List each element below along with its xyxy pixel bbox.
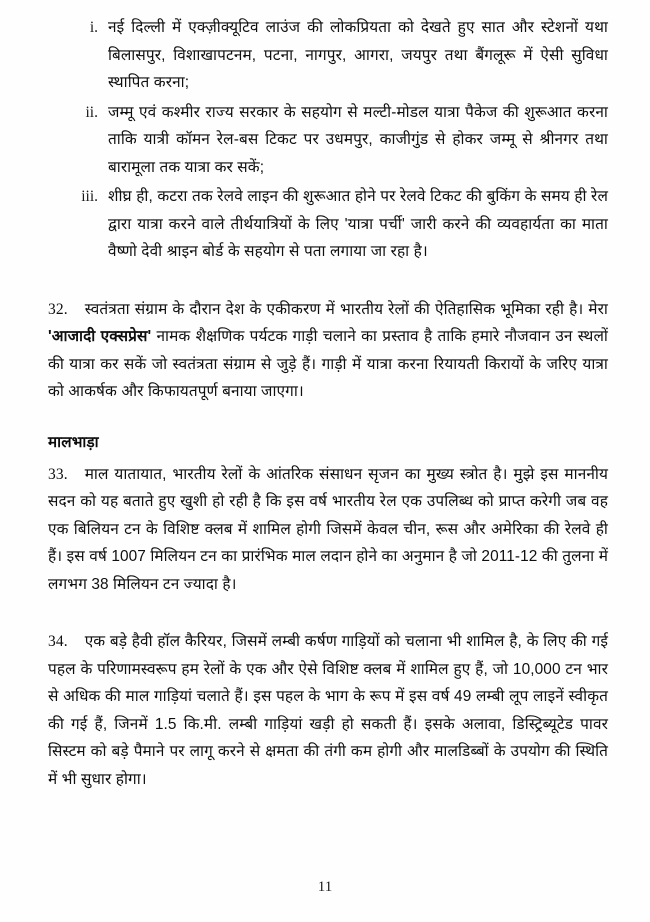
azadi-express-bold-term: 'आजादी एक्सप्रेस' bbox=[48, 328, 152, 345]
paragraph-33 bbox=[48, 461, 608, 599]
list-item bbox=[48, 14, 608, 97]
page-number: 11 bbox=[317, 879, 333, 895]
list-item-marker: i. bbox=[89, 19, 98, 36]
paragraph-number: 32. bbox=[48, 300, 68, 318]
list-item bbox=[48, 183, 608, 266]
section-heading-freight: मालभाड़ा bbox=[48, 433, 99, 451]
paragraph-number: 33. bbox=[48, 465, 68, 483]
list-item-text: जम्मू एवं कश्मीर राज्य सरकार के सहयोग से मल्टी-मोडल यात्रा पैकेज की शुरूआत करना ताकि यात्री कॉमन रेल-बस टिकट पर उधमपुर, काजीगुंड से होकर जम्मू से श्रीनगर तथा बारामूला तक यात्रा कर सकें; bbox=[108, 103, 608, 176]
paragraph-32 bbox=[48, 296, 608, 406]
list-item-marker: ii. bbox=[85, 103, 98, 121]
paragraph-32-text-after-bold: नामक शैक्षणिक पर्यटक गाड़ी चलाने का प्रस्ताव है ताकि हमारे नौजवान उन स्थलों की यात्रा कर सकें जो स्वतंत्रता संग्राम से जुड़े हैं। गाड़ी में यात्रा करना रियायती किरायों के जरिए यात्रा को आकर्षक और किफायतपूर्ण बनाया जाएगा। bbox=[48, 328, 608, 400]
list-item-text: नई दिल्ली में एक्ज़ीक्यूटिव लाउंज की लोकप्रियता को देखते हुए सात और स्टेशनों यथा बिलासपुर, विशाखापटनम, पटना, नागपुर, आगरा, जयपुर तथा बैंगलूरू में ऐसी सुविधा स्थापित करना; bbox=[108, 19, 608, 91]
list-item bbox=[48, 99, 608, 182]
paragraph-34-text: एक बड़े हैवी हॉल कैरियर, जिसमें लम्बी कर्षण गाड़ियों को चलाना भी शामिल है, के लिए की गई पहल के परिणामस्वरूप हम रेलों के एक और ऐसे विशिष्ट क्लब में शामिल हुए हैं, जो 10,000 टन भार से अधिक की माल गाड़ियां चलाते हैं। इस पहल के भाग के रूप में इस वर्ष 49 लम्बी लूप लाइनें स्वीकृत की गई हैं, जिनमें 1.5 कि.मी. लम्बी गाड़ियां खड़ी हो सकती हैं। इसके अलावा, डिस्ट्रिब्यूटेड पावर सिस्टम को बड़े पैमाने पर लागू करने से क्षमता की तंगी कम होगी और मालडिब्बों के उपयोग की स्थिति में भी सुधार होगा। bbox=[48, 633, 608, 788]
paragraph-number: 34. bbox=[48, 633, 68, 650]
paragraph-33-text: माल यातायात, भारतीय रेलों के आंतरिक संसाधन सृजन का मुख्य स्त्रोत है। मुझे इस माननीय सदन को यह बताते हुए खुशी हो रही है कि इस वर्ष भारतीय रेल एक उपलिब्ध को प्राप्त करेगी जब वह एक बिलियन टन के विशिष्ट क्लब में शामिल होगी जिसमें केवल चीन, रूस और अमेरिका की रेलवे ही हैं। इस वर्ष 1007 मिलियन टन का प्रारंभिक माल लदान होने का अनुमान है जो 2011-12 की तुलना में लगभग 38 मिलियन टन ज्यादा है। bbox=[48, 465, 608, 593]
list-item-text: शीघ्र ही, कटरा तक रेलवे लाइन की शुरूआत होने पर रेलवे टिकट की बुकिंग के समय ही रेल द्वारा यात्रा करने वाले तीर्थयात्रियों के लिए 'यात्रा पर्ची' जारी करने की व्यवहार्यता का माता वैष्णो देवी श्राइन बोर्ड के सहयोग से पता लगाया जा रहा है। bbox=[108, 188, 608, 260]
paragraph-32-text-before-bold: स्वतंत्रता संग्राम के दौरान देश के एकीकरण में भारतीय रेलों की ऐतिहासिक भूमिका रही है। मेरा bbox=[84, 300, 608, 318]
list-item-marker: iii. bbox=[81, 188, 98, 205]
paragraph-34 bbox=[48, 628, 608, 793]
roman-numeral-list bbox=[48, 14, 608, 266]
